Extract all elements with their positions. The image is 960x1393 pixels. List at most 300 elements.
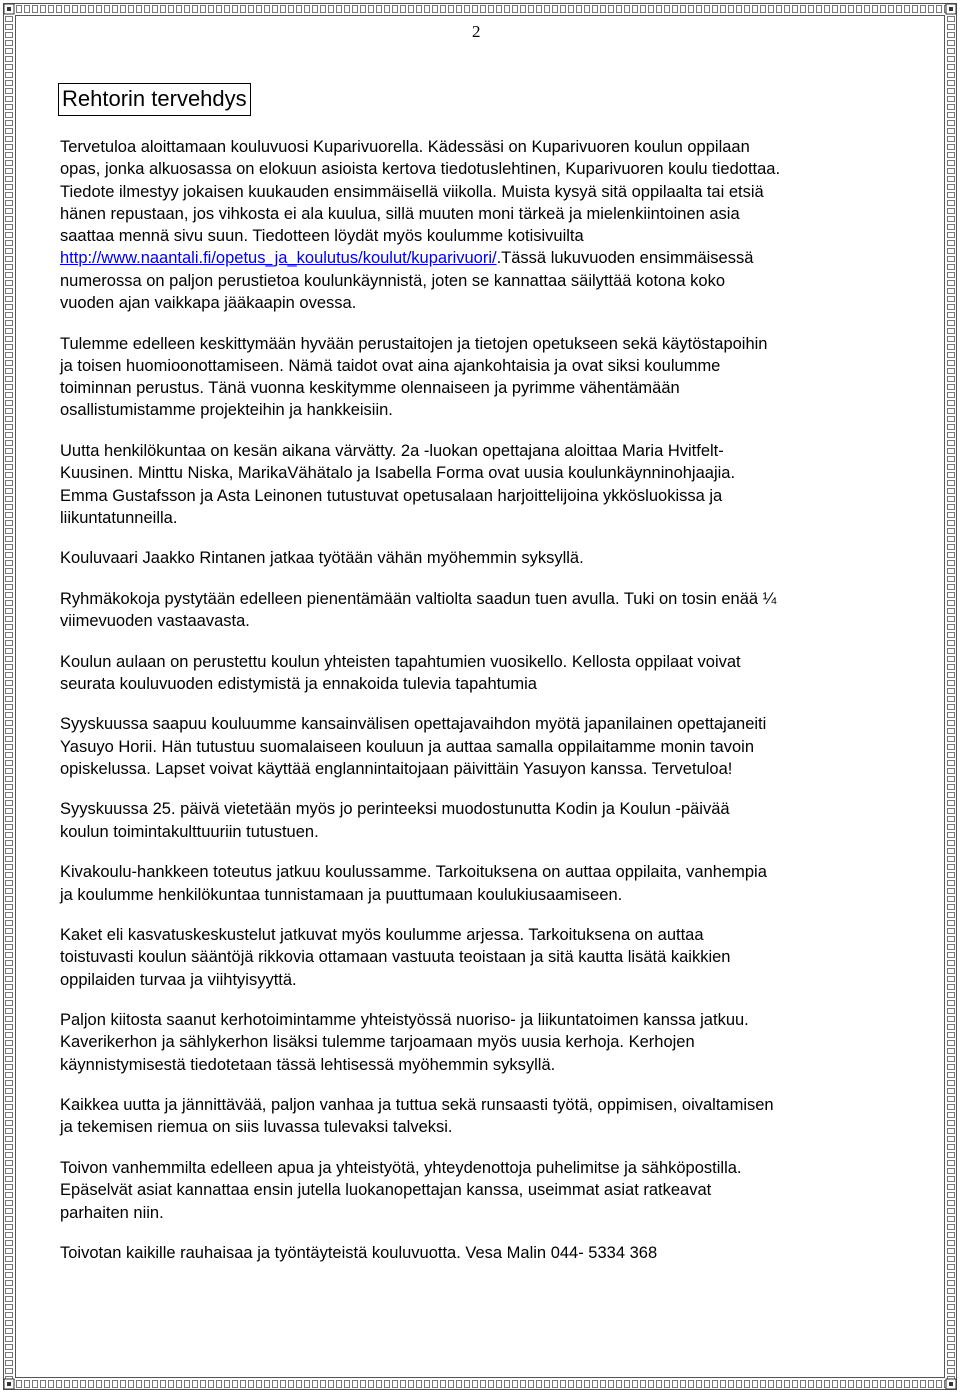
border-segment bbox=[6, 1065, 13, 1070]
border-segment bbox=[6, 97, 13, 102]
border-segment bbox=[393, 6, 398, 13]
border-segment bbox=[948, 689, 955, 694]
border-segment bbox=[721, 6, 726, 13]
border-segment bbox=[948, 337, 955, 342]
border-segment bbox=[6, 233, 13, 238]
text-line: oppilaiden turvaa ja viihtyisyyttä. bbox=[60, 970, 297, 989]
border-segment bbox=[6, 1337, 13, 1342]
border-segment bbox=[6, 1281, 13, 1286]
border-segment bbox=[6, 217, 13, 222]
border-segment bbox=[6, 649, 13, 654]
border-segment bbox=[6, 593, 13, 598]
border-segment bbox=[948, 97, 955, 102]
border-segment bbox=[6, 33, 13, 38]
border-segment bbox=[6, 1209, 13, 1214]
border-segment bbox=[321, 6, 326, 13]
border-segment bbox=[6, 465, 13, 470]
border-segment bbox=[948, 921, 955, 926]
border-segment bbox=[201, 6, 206, 13]
border-segment bbox=[873, 6, 878, 13]
border-segment bbox=[41, 6, 46, 13]
border-segment bbox=[6, 81, 13, 86]
border-segment bbox=[6, 1273, 13, 1278]
border-segment bbox=[361, 1381, 366, 1388]
border-segment bbox=[948, 369, 955, 374]
border-segment bbox=[948, 201, 955, 206]
border-segment bbox=[6, 841, 13, 846]
border-segment bbox=[593, 1381, 598, 1388]
border-segment bbox=[265, 1381, 270, 1388]
border-segment bbox=[948, 25, 955, 30]
border-segment bbox=[6, 1193, 13, 1198]
border-segment bbox=[948, 513, 955, 518]
border-segment bbox=[6, 1201, 13, 1206]
border-segment bbox=[905, 1381, 910, 1388]
border-segment bbox=[25, 1381, 30, 1388]
border-segment bbox=[6, 809, 13, 814]
border-segment bbox=[33, 1381, 38, 1388]
border-segment bbox=[6, 1057, 13, 1062]
border-segment bbox=[6, 17, 13, 22]
border-segment bbox=[809, 1381, 814, 1388]
border-segment bbox=[6, 513, 13, 518]
border-segment bbox=[329, 1381, 334, 1388]
border-segment bbox=[89, 6, 94, 13]
border-segment bbox=[949, 7, 953, 11]
border-segment bbox=[145, 1381, 150, 1388]
border-segment bbox=[948, 1121, 955, 1126]
page-heading: Rehtorin tervehdys bbox=[58, 83, 251, 116]
border-segment bbox=[6, 153, 13, 158]
border-segment bbox=[617, 1381, 622, 1388]
website-link[interactable]: http://www.naantali.fi/opetus_ja_koulutus/koulut/kuparivuori/ bbox=[60, 249, 497, 268]
border-segment bbox=[6, 881, 13, 886]
border-segment bbox=[6, 121, 13, 126]
border-segment bbox=[948, 569, 955, 574]
border-segment bbox=[161, 1381, 166, 1388]
border-segment bbox=[6, 369, 13, 374]
border-segment bbox=[465, 1381, 470, 1388]
border-segment bbox=[948, 1097, 955, 1102]
border-segment bbox=[6, 417, 13, 422]
border-segment bbox=[369, 1381, 374, 1388]
border-segment bbox=[873, 1381, 878, 1388]
border-segment bbox=[6, 857, 13, 862]
border-segment bbox=[948, 1289, 955, 1294]
border-segment bbox=[948, 1073, 955, 1078]
border-segment bbox=[6, 457, 13, 462]
border-segment bbox=[948, 305, 955, 310]
border-segment bbox=[6, 1137, 13, 1142]
border-segment bbox=[948, 929, 955, 934]
border-segment bbox=[705, 6, 710, 13]
border-segment bbox=[948, 417, 955, 422]
border-segment bbox=[948, 129, 955, 134]
border-segment bbox=[6, 297, 13, 302]
border-segment bbox=[313, 6, 318, 13]
border-segment bbox=[305, 6, 310, 13]
border-segment bbox=[673, 1381, 678, 1388]
border-segment bbox=[673, 6, 678, 13]
border-segment bbox=[948, 881, 955, 886]
border-segment bbox=[6, 625, 13, 630]
border-segment bbox=[948, 105, 955, 110]
border-segment bbox=[713, 1381, 718, 1388]
border-segment bbox=[585, 1381, 590, 1388]
border-segment bbox=[769, 6, 774, 13]
border-segment bbox=[553, 6, 558, 13]
border-segment bbox=[6, 185, 13, 190]
border-segment bbox=[6, 529, 13, 534]
text-line: Paljon kiitosta saanut kerhotoimintamme yhteistyössä nuoriso- ja liikuntatoimen kanssa jatkuu. bbox=[60, 1011, 749, 1030]
border-segment bbox=[657, 6, 662, 13]
border-segment bbox=[948, 1337, 955, 1342]
border-segment bbox=[948, 321, 955, 326]
border-segment bbox=[6, 601, 13, 606]
border-segment bbox=[745, 6, 750, 13]
border-segment bbox=[948, 937, 955, 942]
border-segment bbox=[105, 1381, 110, 1388]
border-segment bbox=[6, 665, 13, 670]
border-segment bbox=[457, 6, 462, 13]
border-segment bbox=[289, 6, 294, 13]
border-segment bbox=[6, 673, 13, 678]
border-segment bbox=[273, 1381, 278, 1388]
border-segment bbox=[6, 1361, 13, 1366]
border-segment bbox=[948, 897, 955, 902]
border-segment bbox=[921, 1381, 926, 1388]
text-line: saattaa mennä sivu suun. Tiedotteen löydät myös koulumme kotisivuilta bbox=[60, 227, 584, 246]
border-segment bbox=[948, 73, 955, 78]
border-segment bbox=[329, 6, 334, 13]
border-segment bbox=[6, 929, 13, 934]
border-segment bbox=[6, 1345, 13, 1350]
border-segment bbox=[948, 777, 955, 782]
border-segment bbox=[745, 1381, 750, 1388]
border-segment bbox=[6, 921, 13, 926]
paragraph-group-sizes bbox=[60, 588, 910, 633]
text-line: Epäselvät asiat kannattaa ensin jutella luokanopettajan kanssa, useimmat asiat ratkeavat bbox=[60, 1181, 712, 1200]
border-segment bbox=[948, 353, 955, 358]
border-segment bbox=[948, 529, 955, 534]
border-segment bbox=[6, 785, 13, 790]
border-segment bbox=[948, 1225, 955, 1230]
border-segment bbox=[241, 6, 246, 13]
border-segment bbox=[217, 1381, 222, 1388]
border-segment bbox=[6, 137, 13, 142]
border-segment bbox=[948, 945, 955, 950]
border-segment bbox=[948, 489, 955, 494]
text-line: Kaikkea uutta ja jännittävää, paljon vanhaa ja tuttua sekä runsaasti työtä, oppimisen, oivaltamisen bbox=[60, 1096, 774, 1115]
border-segment bbox=[129, 1381, 134, 1388]
border-segment bbox=[377, 6, 382, 13]
border-segment bbox=[6, 505, 13, 510]
border-segment bbox=[948, 521, 955, 526]
border-segment bbox=[633, 1381, 638, 1388]
border-segment bbox=[948, 1161, 955, 1166]
border-segment bbox=[913, 1381, 918, 1388]
border-segment bbox=[577, 1381, 582, 1388]
text-line: opiskelussa. Lapset voivat käyttää englannintaitojaan päivittäin Yasuyon kanssa. Tervetuloa! bbox=[60, 759, 733, 778]
text-line: Tiedote ilmestyy jokaisen kuukauden ensimmäisellä viikolla. Muista kysyä sitä oppilaalta tai etsiä bbox=[60, 182, 764, 201]
border-segment bbox=[689, 6, 694, 13]
border-segment bbox=[6, 1145, 13, 1150]
border-segment bbox=[449, 6, 454, 13]
border-segment bbox=[169, 1381, 174, 1388]
border-segment bbox=[6, 745, 13, 750]
border-segment bbox=[473, 1381, 478, 1388]
border-segment bbox=[6, 737, 13, 742]
border-segment bbox=[801, 6, 806, 13]
border-segment bbox=[225, 6, 230, 13]
border-segment bbox=[948, 1201, 955, 1206]
border-segment bbox=[6, 113, 13, 118]
border-segment bbox=[6, 1289, 13, 1294]
border-segment bbox=[948, 625, 955, 630]
border-segment bbox=[948, 1025, 955, 1030]
border-segment bbox=[897, 6, 902, 13]
border-segment bbox=[641, 6, 646, 13]
border-segment bbox=[881, 1381, 886, 1388]
border-segment bbox=[57, 6, 62, 13]
border-segment bbox=[6, 1313, 13, 1318]
border-segment bbox=[948, 793, 955, 798]
border-segment bbox=[6, 1073, 13, 1078]
border-segment bbox=[137, 6, 142, 13]
border-segment bbox=[6, 1241, 13, 1246]
border-segment bbox=[209, 1381, 214, 1388]
border-segment bbox=[825, 1381, 830, 1388]
text-line: ja toisen huomioonottamiseen. Nämä taidot ovat aina ajankohtaisia ja ovat siksi koulumme bbox=[60, 356, 721, 375]
text-line: Toivotan kaikille rauhaisaa ja työntäyteistä kouluvuotta. Vesa Malin 044- 5334 368 bbox=[60, 1244, 658, 1263]
border-segment bbox=[6, 905, 13, 910]
border-segment bbox=[948, 673, 955, 678]
border-segment bbox=[948, 657, 955, 662]
paragraph-school-grandpa bbox=[60, 547, 910, 569]
border-segment bbox=[6, 865, 13, 870]
page-number: 2 bbox=[472, 22, 481, 41]
border-segment bbox=[948, 865, 955, 870]
border-segment bbox=[177, 1381, 182, 1388]
border-segment bbox=[6, 209, 13, 214]
border-segment bbox=[948, 1145, 955, 1150]
border-segment bbox=[948, 993, 955, 998]
border-segment bbox=[948, 1369, 955, 1374]
border-segment bbox=[193, 1381, 198, 1388]
border-segment bbox=[948, 185, 955, 190]
border-segment bbox=[529, 6, 534, 13]
border-segment bbox=[948, 1129, 955, 1134]
border-segment bbox=[948, 721, 955, 726]
border-segment bbox=[577, 6, 582, 13]
border-segment bbox=[6, 161, 13, 166]
border-segment bbox=[6, 657, 13, 662]
border-segment bbox=[948, 1057, 955, 1062]
border-segment bbox=[593, 6, 598, 13]
border-segment bbox=[369, 6, 374, 13]
border-segment bbox=[409, 1381, 414, 1388]
border-segment bbox=[948, 457, 955, 462]
border-segment bbox=[81, 6, 86, 13]
border-segment bbox=[6, 753, 13, 758]
border-segment bbox=[929, 1381, 934, 1388]
border-segment bbox=[425, 1381, 430, 1388]
border-segment bbox=[6, 609, 13, 614]
border-segment bbox=[6, 281, 13, 286]
border-segment bbox=[561, 6, 566, 13]
border-segment bbox=[409, 6, 414, 13]
border-segment bbox=[17, 6, 22, 13]
border-segment bbox=[948, 385, 955, 390]
border-segment bbox=[6, 1321, 13, 1326]
border-segment bbox=[257, 6, 262, 13]
border-segment bbox=[6, 329, 13, 334]
border-segment bbox=[641, 1381, 646, 1388]
text-line: Koulun aulaan on perustettu koulun yhteisten tapahtumien vuosikello. Kellosta oppilaat voivat bbox=[60, 652, 741, 671]
border-segment bbox=[729, 1381, 734, 1388]
border-segment bbox=[7, 1382, 11, 1386]
text-line: numerossa on paljon perustietoa koulunkäynnistä, joten se kannattaa säilyttää kotona koko bbox=[60, 271, 726, 290]
border-segment bbox=[948, 17, 955, 22]
border-segment bbox=[948, 737, 955, 742]
border-segment bbox=[6, 385, 13, 390]
border-segment bbox=[948, 585, 955, 590]
border-segment bbox=[6, 961, 13, 966]
border-segment bbox=[6, 537, 13, 542]
text-line: Kaverikerhon ja sählykerhon lisäksi tulemme tarjoamaan myös uusia kerhoja. Kerhojen bbox=[60, 1033, 695, 1052]
border-segment bbox=[385, 6, 390, 13]
border-segment bbox=[948, 393, 955, 398]
border-segment bbox=[6, 449, 13, 454]
border-segment bbox=[6, 825, 13, 830]
border-segment bbox=[841, 6, 846, 13]
border-segment bbox=[665, 6, 670, 13]
border-segment bbox=[81, 1381, 86, 1388]
border-segment bbox=[377, 1381, 382, 1388]
border-segment bbox=[6, 1129, 13, 1134]
border-segment bbox=[401, 1381, 406, 1388]
border-segment bbox=[948, 1265, 955, 1270]
text-line: ja tekemisen riemua on siis luvassa tulevaksi talveksi. bbox=[60, 1118, 453, 1137]
border-segment bbox=[948, 1297, 955, 1302]
border-segment bbox=[948, 1185, 955, 1190]
border-segment bbox=[948, 841, 955, 846]
border-segment bbox=[948, 345, 955, 350]
border-segment bbox=[948, 57, 955, 62]
border-segment bbox=[948, 1241, 955, 1246]
border-segment bbox=[449, 1381, 454, 1388]
border-segment bbox=[948, 273, 955, 278]
border-segment bbox=[6, 425, 13, 430]
text-line: Emma Gustafsson ja Asta Leinonen tutustuvat opetusalaan harjoittelijoina ykkösluokissa ja bbox=[60, 486, 723, 505]
border-segment bbox=[249, 1381, 254, 1388]
border-segment bbox=[948, 905, 955, 910]
border-segment bbox=[6, 977, 13, 982]
border-segment bbox=[6, 225, 13, 230]
border-segment bbox=[6, 577, 13, 582]
border-segment bbox=[6, 1305, 13, 1310]
border-segment bbox=[513, 1381, 518, 1388]
border-segment bbox=[865, 6, 870, 13]
border-segment bbox=[948, 289, 955, 294]
border-segment bbox=[6, 1097, 13, 1102]
text-line: Kuusinen. Minttu Niska, MarikaVähätalo ja Isabella Forma ovat uusia koulunkäynninohjaajia. bbox=[60, 464, 736, 483]
border-segment bbox=[729, 6, 734, 13]
border-segment bbox=[705, 1381, 710, 1388]
border-segment bbox=[569, 1381, 574, 1388]
border-segment bbox=[481, 6, 486, 13]
border-segment bbox=[849, 1381, 854, 1388]
border-segment bbox=[6, 777, 13, 782]
border-segment bbox=[489, 1381, 494, 1388]
border-segment bbox=[948, 1329, 955, 1334]
border-segment bbox=[569, 6, 574, 13]
border-segment bbox=[513, 6, 518, 13]
text-line: Toivon vanhemmilta edelleen apua ja yhteistyötä, yhteydenottoja puhelimitse ja sähköpostilla. bbox=[60, 1158, 742, 1177]
border-segment bbox=[948, 145, 955, 150]
border-segment bbox=[185, 1381, 190, 1388]
border-segment bbox=[337, 6, 342, 13]
border-segment bbox=[6, 713, 13, 718]
border-segment bbox=[761, 6, 766, 13]
border-segment bbox=[337, 1381, 342, 1388]
border-segment bbox=[948, 169, 955, 174]
border-segment bbox=[481, 1381, 486, 1388]
border-segment bbox=[948, 761, 955, 766]
border-segment bbox=[6, 1105, 13, 1110]
border-segment bbox=[585, 6, 590, 13]
border-segment bbox=[905, 6, 910, 13]
border-segment bbox=[6, 1081, 13, 1086]
border-segment bbox=[6, 1297, 13, 1302]
border-segment bbox=[49, 1381, 54, 1388]
border-segment bbox=[6, 481, 13, 486]
border-segment bbox=[948, 1049, 955, 1054]
border-segment bbox=[6, 25, 13, 30]
border-segment bbox=[545, 6, 550, 13]
border-segment bbox=[793, 1381, 798, 1388]
border-segment bbox=[937, 1381, 942, 1388]
border-segment bbox=[801, 1381, 806, 1388]
border-segment bbox=[6, 633, 13, 638]
border-segment bbox=[49, 6, 54, 13]
border-segment bbox=[948, 497, 955, 502]
border-segment bbox=[169, 6, 174, 13]
border-segment bbox=[625, 6, 630, 13]
border-segment bbox=[6, 1033, 13, 1038]
border-segment bbox=[497, 1381, 502, 1388]
border-segment bbox=[6, 57, 13, 62]
border-segment bbox=[6, 337, 13, 342]
border-segment bbox=[601, 1381, 606, 1388]
border-segment bbox=[833, 1381, 838, 1388]
border-segment bbox=[948, 33, 955, 38]
border-segment bbox=[6, 1249, 13, 1254]
border-segment bbox=[753, 6, 758, 13]
border-segment bbox=[6, 497, 13, 502]
border-segment bbox=[6, 969, 13, 974]
border-segment bbox=[6, 177, 13, 182]
text-line: Kivakoulu-hankkeen toteutus jatkuu koulussamme. Tarkoituksena on auttaa oppilaita, vanhempia bbox=[60, 863, 767, 882]
border-segment bbox=[6, 689, 13, 694]
border-segment bbox=[153, 6, 158, 13]
border-segment bbox=[6, 201, 13, 206]
border-segment bbox=[6, 105, 13, 110]
border-segment bbox=[345, 6, 350, 13]
border-segment bbox=[785, 6, 790, 13]
border-segment bbox=[948, 209, 955, 214]
border-segment bbox=[948, 809, 955, 814]
